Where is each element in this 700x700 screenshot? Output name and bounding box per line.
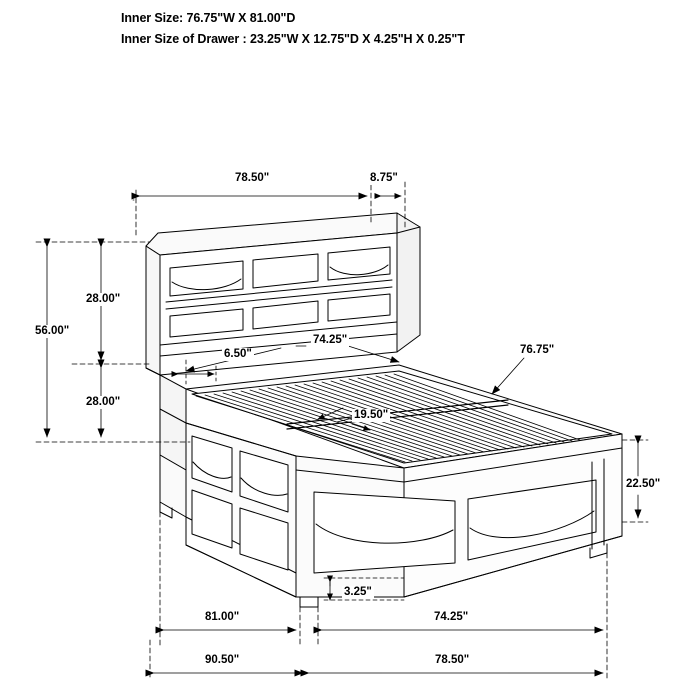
dim-headboard-height: 28.00" [86,293,121,305]
inner-size-note: Inner Size: 76.75"W X 81.00"D [121,11,296,25]
dim-clearance: 3.25" [344,586,372,598]
dim-headboard-depth: 8.75" [370,172,398,184]
dim-right-footprint: 74.25" [434,611,469,623]
inner-drawer-size-note: Inner Size of Drawer : 23.25"W X 12.75"D X 4.25"H X 0.25"T [121,32,465,46]
dim-left-footprint: 81.00" [205,611,240,623]
dim-mattress-width: 74.25" [313,334,348,346]
dim-total-height: 56.00" [35,325,70,337]
dim-deck-height: 19.50" [354,409,389,421]
dim-top-width: 78.50" [235,172,270,184]
dim-overall-width: 78.50" [435,654,470,666]
dim-side-height: 22.50" [626,478,661,490]
dim-rail-width: 6.50" [224,348,252,360]
dim-overall-depth: 90.50" [205,654,240,666]
dim-mattress-depth: 76.75" [520,344,555,356]
dim-lower-height: 28.00" [86,396,121,408]
